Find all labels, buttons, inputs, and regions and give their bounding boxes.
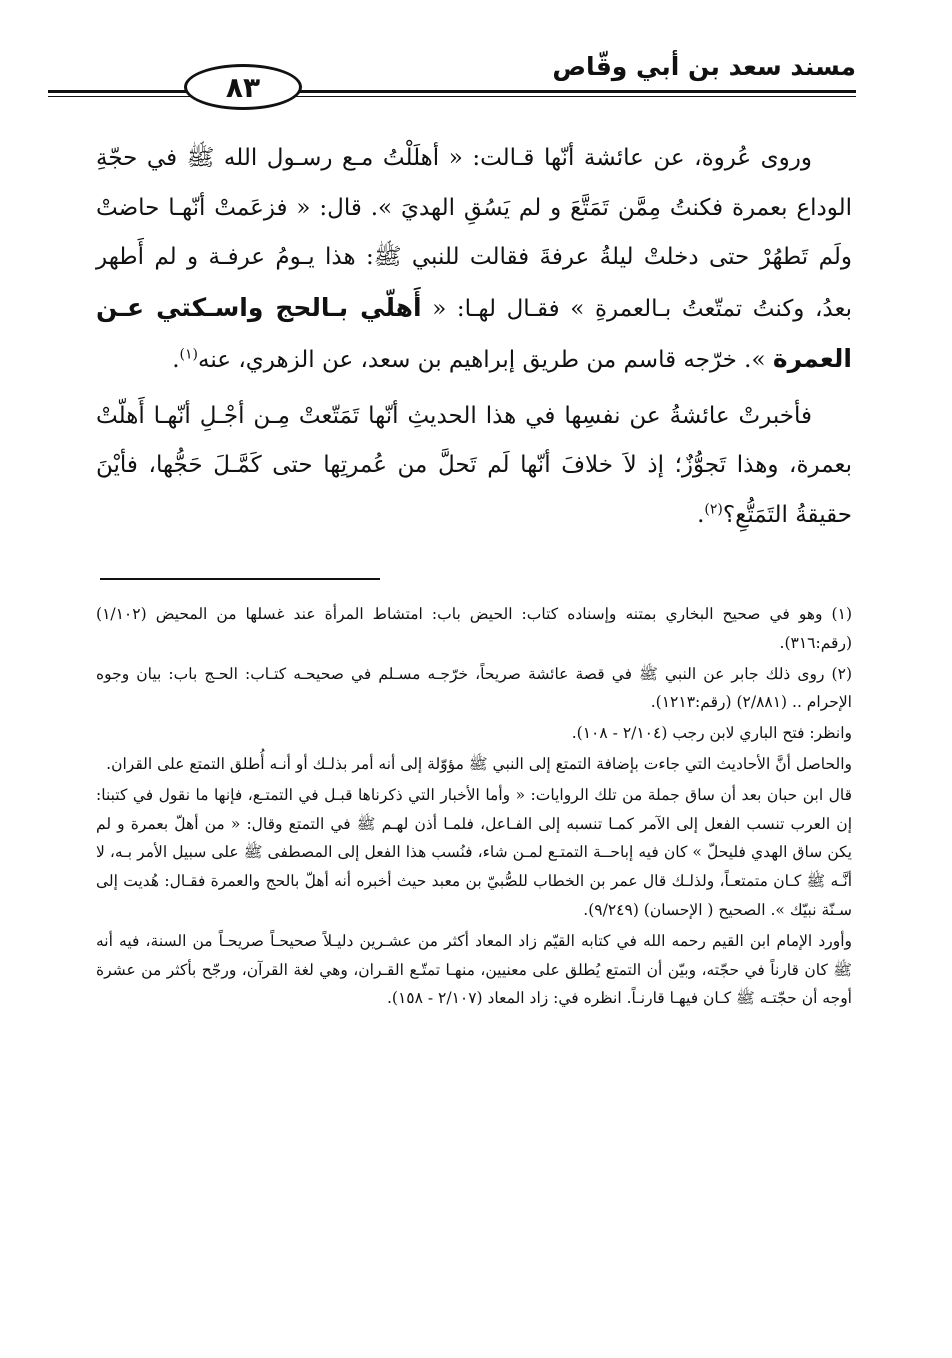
footnotes — [96, 600, 852, 1013]
main-paragraph-2: فأخبرتْ عائشةُ عن نفسِها في هذا الحديثِ أنّها تَمَتّعتْ مِـن أجْـلِ أنّهـا أَهلّتْ بعمرة، وهذا تَجوُّزٌ؛ إذ لاَ خلافَ أنّها لَم تَحلَّ من عُمرتِها حتى كَمَّـلَ حَجُّها، فأيْنَ حقيقةُ التَمَتُّعِ؟$^{(٢)}$. — [96, 402, 852, 528]
footnote-separator — [100, 578, 380, 580]
footnote-2-see-also: وانظر: فتح الباري لابن رجب (٢/١٠٤ - ١٠٨). — [571, 724, 852, 743]
footnote-marker-2[interactable]: (٢) — [704, 500, 723, 517]
page-number: ٨٣ — [184, 64, 302, 110]
footnote-2-ibn-hibban: قال ابن حبان بعد أن ساق جملة من تلك الروايات: « وأما الأخبار التي ذكرناها قبـل في التمتـع، فإنها ما نقول في كتبنا: إن العرب تنسب الفعل إلى الآمر كمـا تنسبه إلى الفـاعل، فلمـا أذن لهـم ﷺ في التمتع وقال: « من أهلّ بعمرة و لم يكن ساق الهدي فليحلّ » كان فيه إباحــة التمتـع لمـن شاء، فنُسب هذا الفعل إلى المصطفى ﷺ على سبيل الأمر بـه، لا أنَّـه ﷺ كـان متمتعـاً، ولذلـك قال عمر بن الخطاب للصُّبيّ بن معبد حيث أخبره أنه أهلّ بالحج والعمرة فقـال: هُديت إلى سـنّة نبيّك ». الصحيح ( الإحسان) (٩/٢٤٩). — [96, 785, 852, 919]
footnote-1: (١) وهو في صحيح البخاري بمتنه وإسناده كتاب: الحيض باب: امتشاط المرأة عند غسلها من المحيض (١/١٠٢) (رقم:٣١٦). — [96, 605, 852, 652]
footnote-2-ibn-qayyim: وأورد الإمام ابن القيم رحمه الله في كتابه القيّم زاد المعاد أكثر من عشـرين دليـلاً صحيحـاً صريحـاً من السنة، فيه أنه ﷺ كان قارناً في حجّته، وبيّن أن التمتع يُطلق على معنيين، منهـا تمتّـع القـران، وهي لغة القرآن، ورجّح بأكثر من عشرة أوجه أن حجّتـه ﷺ كـان فيهـا قارنـاً. انظره في: زاد المعاد (٢/١٠٧ - ١٥٨). — [96, 931, 852, 1008]
paragraph-text-end: ». خرّجه قاسم من طريق إبراهيم بن سعد، عن الزهري، عنه — [198, 347, 766, 373]
paragraph-text: وروى عُروة، عن عائشة أنّها قـالت: « أهلَلْتُ مـع رسـول الله ﷺ في حجّةِ الوداع بعمرة فكنتُ مِمَّن تَمَتَّعَ و لم يَسُقِ الهديَ ». قال: « فزعَمتْ أنّهـا حاضتْ ولَم تَطهُرْ حتى دخلتْ ليلةُ عرفةَ فقالت للنبي ﷺ: هذا يـومُ عرفـة و لم أَطهر بعدُ، وكنتُ تمتّعتُ بـالعمرةِ » فقـال لهـا: « — [96, 145, 852, 322]
page-header — [48, 52, 856, 114]
header-rule — [48, 90, 856, 93]
running-title: مسند سعد بن أبي وقّاص — [552, 52, 856, 81]
footnote-2-conclusion: والحاصل أنَّ الأحاديث التي جاءت بإضافة التمتع إلى النبي ﷺ مؤوّلة إلى أنه أمر بذلـك أو أنـه أُطلق التمتع على القران. — [106, 754, 852, 773]
footnote-marker-1[interactable]: (١) — [179, 346, 199, 363]
footnote-2: (٢) روى ذلك جابر عن النبي ﷺ في قصة عائشة صريحاً، خرّجـه مسـلم في صحيحـه كتـاب: الحـج باب: بيان وجوه الإحرام .. (٢/٨٨١) (رقم:١٢١٣). — [96, 664, 852, 712]
main-text — [96, 134, 852, 540]
emphasized-quote: أَهلّي بـالحج واسـكتي عـن العمرة — [96, 292, 852, 373]
paragraph-text: فأخبرتْ عائشةُ عن نفسِها في هذا الحديثِ أنّها تَمَتّعتْ مِـن أجْـلِ أنّهـا أَهلّتْ بعمرة، وهذا تَجوُّزٌ؛ إذ لاَ خلافَ أنّها لَم تَحلَّ من عُمرتِها حتى كَمَّـلَ حَجُّها، فأيْنَ حقيقةُ التَمَتُّعِ؟ — [96, 402, 852, 528]
header-rule-thin — [48, 96, 856, 97]
main-paragraph-1: وروى عُروة، عن عائشة أنّها قـالت: « أهلَلْتُ مـع رسـول الله ﷺ في حجّةِ الوداع بعمرة فكنتُ مِمَّن تَمَتَّعَ و لم يَسُقِ الهديَ ». قال: « فزعَمتْ أنّهـا حاضتْ ولَم تَطهُرْ حتى دخلتْ ليلةُ عرفةَ فقالت للنبي ﷺ: هذا يـومُ عرفـة و لم أَطهر بعدُ، وكنتُ تمتّعتُ بـالعمرةِ » فقـال لهـا: « أَهلّي بـالحج واسـكتي عـن العمرة ». خرّجه قاسم من طريق إبراهيم بن سعد، عن الزهري، عنه$^{(١)}$. — [96, 145, 852, 373]
